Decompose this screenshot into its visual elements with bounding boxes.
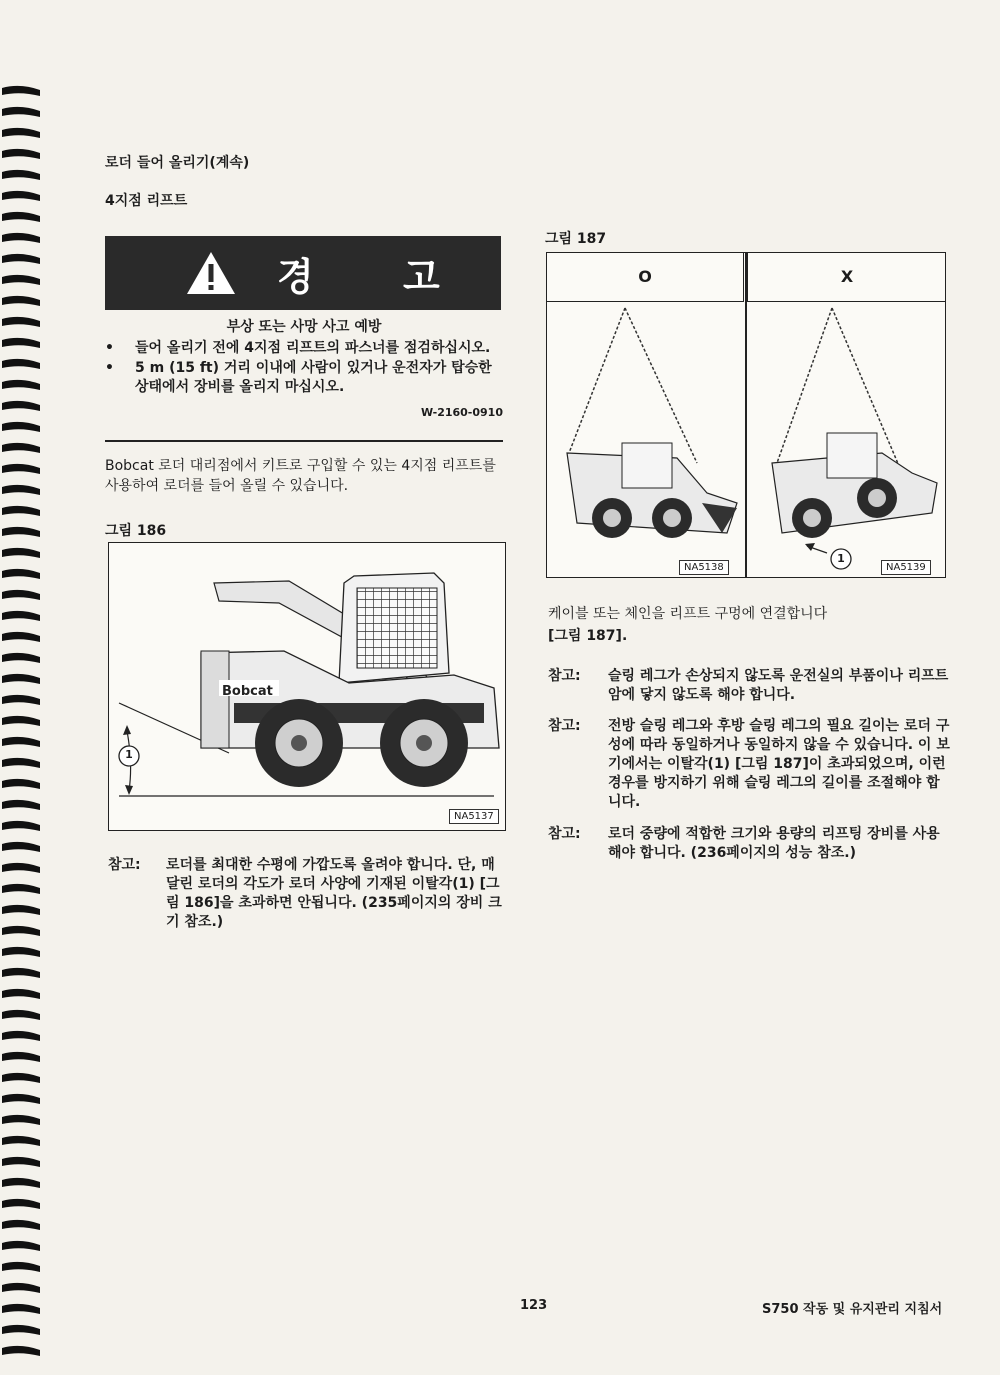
figure-187-label: 그림 187 bbox=[545, 231, 607, 247]
figure-tag: NA5137 bbox=[449, 809, 499, 824]
subsection-title: 4지점 리프트 bbox=[105, 193, 188, 209]
skid-steer-loader-illustration bbox=[109, 543, 505, 830]
note-text: 슬링 레그가 손상되지 않도록 운전실의 부품이나 리프트 암에 닿지 않도록 해야 합니다. bbox=[608, 668, 949, 703]
incorrect-lift-illustration bbox=[747, 303, 943, 573]
connect-ref: [그림 187]. bbox=[548, 628, 628, 644]
column-bad: X bbox=[747, 253, 946, 302]
callout-1: 1 bbox=[125, 748, 133, 761]
warning-triangle-icon bbox=[185, 250, 237, 296]
figure-tag-ok: NA5138 bbox=[679, 560, 729, 575]
spiral-binding bbox=[0, 80, 44, 1370]
figure-186-label: 그림 186 bbox=[105, 523, 167, 539]
warning-list bbox=[105, 339, 503, 397]
note-text: 로더 중량에 적합한 크기와 용량의 리프팅 장비를 사용해야 합니다. (236페이지의 성능 참조.) bbox=[608, 826, 940, 861]
bobcat-logo: Bobcat bbox=[222, 684, 273, 699]
note-right-2 bbox=[548, 717, 952, 817]
note-label: 참고: bbox=[108, 857, 141, 873]
warning-heading: 부상 또는 사망 사고 예방 bbox=[226, 319, 382, 335]
callout-1: 1 bbox=[837, 552, 845, 565]
column-ok: O bbox=[547, 253, 744, 302]
figure-187 bbox=[546, 252, 946, 578]
warning-title: 경 고 bbox=[277, 255, 478, 299]
note-text: 전방 슬링 레그와 후방 슬링 레그의 필요 길이는 로더 구성에 따라 동일하거나 동일하지 않을 수 있습니다. 이 보기에서는 이탈각(1) [그림 187]이 초과되었으며, 이런 경우를 방지하기 위해 슬링 레그의 길이를 조절해야 합니다. bbox=[608, 718, 950, 810]
connect-text: 케이블 또는 체인을 리프트 구멍에 연결합니다 bbox=[548, 606, 828, 622]
note-text: 로더를 최대한 수평에 가깝도록 올려야 합니다. 단, 매달린 로더의 각도가 로더 사양에 기재된 이탈각(1) [그림 186]을 초과하면 안됩니다. (235페이지의 장비 크기 참조.) bbox=[166, 857, 502, 930]
note-label: 참고: bbox=[548, 826, 581, 842]
warning-banner bbox=[105, 236, 501, 310]
correct-lift-illustration bbox=[547, 303, 743, 573]
warning-bullet: • 들어 올리기 전에 4지점 리프트의 파스너를 점검하십시오. bbox=[105, 339, 503, 358]
warning-code: W-2160-0910 bbox=[420, 406, 503, 419]
divider bbox=[105, 440, 503, 442]
page-number: 123 bbox=[520, 1298, 548, 1313]
warning-body bbox=[105, 318, 503, 422]
intro-paragraph: Bobcat 로더 대리점에서 키트로 구입할 수 있는 4지점 리프트를 사용하여 로더를 들어 올릴 수 있습니다. bbox=[105, 458, 496, 494]
figure-tag-bad: NA5139 bbox=[881, 560, 931, 575]
manual-title: S750 작동 및 유지관리 지침서 bbox=[762, 1302, 943, 1317]
note-right-3 bbox=[548, 825, 952, 865]
note-left bbox=[108, 856, 508, 936]
note-right-1 bbox=[548, 667, 952, 707]
note-label: 참고: bbox=[548, 668, 581, 684]
warning-bullet: • 5 m (15 ft) 거리 이내에 사람이 있거나 운전자가 탑승한 상태에서 장비를 올리지 마십시오. bbox=[105, 359, 503, 397]
note-label: 참고: bbox=[548, 718, 581, 734]
figure-186 bbox=[108, 542, 506, 831]
section-title: 로더 들어 올리기(계속) bbox=[105, 155, 250, 171]
